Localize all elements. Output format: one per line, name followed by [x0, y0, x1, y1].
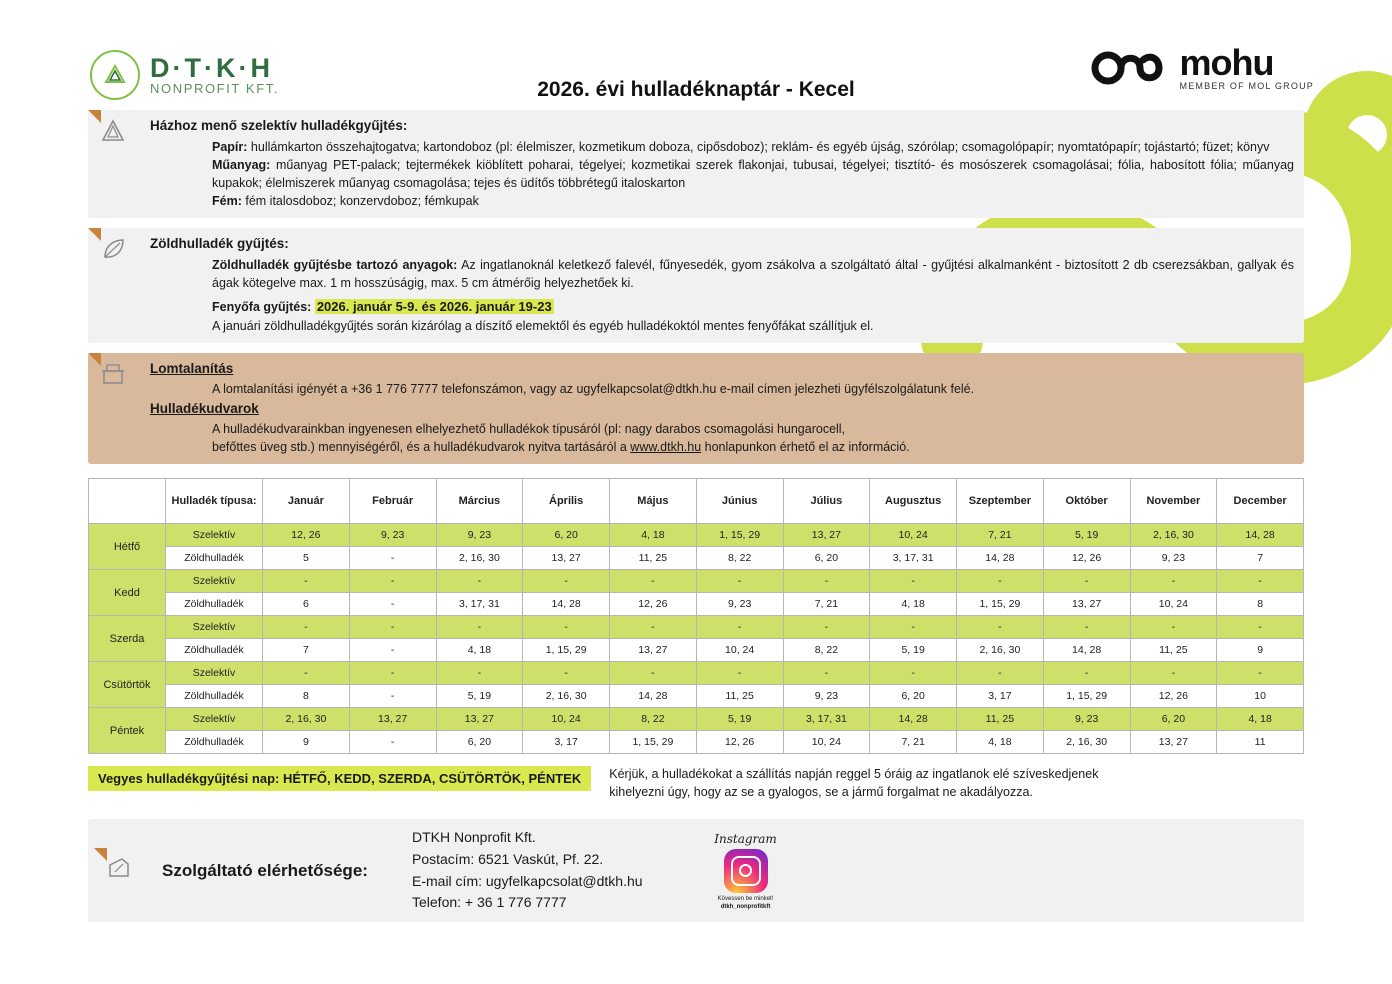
green-waste-block [88, 228, 1304, 343]
cell: - [436, 616, 523, 639]
col-header-june: Június [696, 479, 783, 524]
footer-notes [88, 766, 1304, 801]
table-row [89, 731, 1304, 754]
cell: 14, 28 [610, 685, 697, 708]
cell: - [1217, 662, 1304, 685]
waste-yard-text-line1: A hulladékudvarainkban ingyenesen elhelyezhető hulladékok típusáról (pl: nagy darabos csomagolási hungarocell, [212, 422, 846, 437]
cell: 5, 19 [1043, 524, 1130, 547]
bulky-waste-icon [88, 353, 144, 399]
cell: - [783, 662, 870, 685]
cell: 9, 23 [436, 524, 523, 547]
cell: - [1217, 570, 1304, 593]
waste-calendar [88, 478, 1304, 754]
contact-company: DTKH Nonprofit Kft. [412, 829, 536, 846]
cell: - [263, 662, 350, 685]
cell: 12, 26 [696, 731, 783, 754]
cell: 11, 25 [1130, 639, 1217, 662]
cell: 14, 28 [1217, 524, 1304, 547]
cell: 4, 18 [870, 593, 957, 616]
cell: 5, 19 [870, 639, 957, 662]
type-selective: Szelektív [166, 662, 263, 685]
cell: 2, 16, 30 [1130, 524, 1217, 547]
col-header-march: Március [436, 479, 523, 524]
cell: 3, 17 [523, 731, 610, 754]
cell: 10, 24 [870, 524, 957, 547]
table-row [89, 547, 1304, 570]
calendar-table [88, 478, 1304, 754]
cell: 7, 21 [783, 593, 870, 616]
cell: - [783, 570, 870, 593]
cell: 1, 15, 29 [957, 593, 1044, 616]
cell: 14, 28 [957, 547, 1044, 570]
selective-collection-block [88, 110, 1304, 218]
cell: 3, 17 [957, 685, 1044, 708]
type-green: Zöldhulladék [166, 547, 263, 570]
cell: 4, 18 [957, 731, 1044, 754]
bulky-waste-body [150, 353, 1304, 465]
table-row [89, 524, 1304, 547]
plastic-label: Műanyag: [212, 157, 271, 172]
mohu-logo-name: mohu [1179, 42, 1274, 83]
cell: 5, 19 [696, 708, 783, 731]
metal-label: Fém: [212, 193, 242, 208]
cell: - [1130, 570, 1217, 593]
cell: - [1130, 662, 1217, 685]
recycle-icon [88, 110, 144, 156]
cell: 2, 16, 30 [436, 547, 523, 570]
col-header-may: Május [610, 479, 697, 524]
dtkh-logo-subtitle: NONPROFIT KFT. [150, 81, 280, 97]
placement-instructions-line2: kihelyezni úgy, hogy az se a gyalogos, se a jármű forgalmat ne akadályozza. [609, 784, 1033, 799]
pine-collection-text: A januári zöldhulladékgyűjtés során kizárólag a díszítő elemektől és egyéb hulladékoktól mentes fenyőfákat szállítjuk el. [212, 318, 874, 333]
cell: 4, 18 [436, 639, 523, 662]
mohu-loop-icon [1088, 45, 1166, 91]
cell: - [349, 639, 436, 662]
instagram-block[interactable] [691, 832, 801, 910]
cell: - [696, 616, 783, 639]
table-row [89, 708, 1304, 731]
cell: 13, 27 [1130, 731, 1217, 754]
cell: - [1130, 616, 1217, 639]
cell: 3, 17, 31 [870, 547, 957, 570]
pine-collection-label: Fenyőfa gyűjtés: [212, 299, 312, 314]
placement-instructions [609, 766, 1304, 801]
cell: 10, 24 [696, 639, 783, 662]
cell: 13, 27 [349, 708, 436, 731]
col-header-day [89, 479, 166, 524]
plastic-text: műanyag PET-palack; tejtermékek kiöblített poharai, tégelyei; kozmetikai szerek flakonjai, tubusai, tégelyei; tisztító- és mosószerek csomagolásai; fólia, habosított fólia; műanyag kupakok; élelmiszerek műanyag csomagolása; tejes és üdítős többrétegű italoskarton [212, 157, 1294, 190]
cell: 8, 22 [696, 547, 783, 570]
cell: 9, 23 [696, 593, 783, 616]
cell: - [523, 570, 610, 593]
contact-title: Szolgáltató elérhetősége: [162, 860, 368, 880]
type-selective: Szelektív [166, 570, 263, 593]
day-label-wednesday: Szerda [89, 616, 166, 662]
cell: - [610, 570, 697, 593]
cell: 5, 19 [436, 685, 523, 708]
cell: - [957, 570, 1044, 593]
type-green: Zöldhulladék [166, 593, 263, 616]
metal-text: fém italosdoboz; konzervdoboz; fémkupak [245, 193, 479, 208]
mixed-collection-day: Vegyes hulladékgyűjtési nap: HÉTFŐ, KEDD, SZERDA, CSÜTÖRTÖK, PÉNTEK [88, 766, 591, 791]
cell: 6, 20 [523, 524, 610, 547]
cell: 10, 24 [523, 708, 610, 731]
selective-heading: Házhoz menő szelektív hulladékgyűjtés: [150, 118, 408, 133]
day-label-monday: Hétfő [89, 524, 166, 570]
page-title: 2026. évi hulladéknaptár - Kecel [537, 78, 855, 101]
dtkh-website-link[interactable]: www.dtkh.hu [630, 440, 702, 455]
leaf-icon [88, 228, 144, 274]
cell: - [783, 616, 870, 639]
cell: - [349, 685, 436, 708]
col-header-october: Október [1043, 479, 1130, 524]
type-green: Zöldhulladék [166, 731, 263, 754]
cell: - [523, 616, 610, 639]
cell: 7 [1217, 547, 1304, 570]
cell: 10, 24 [783, 731, 870, 754]
cell: 13, 27 [436, 708, 523, 731]
cell: 6 [263, 593, 350, 616]
cell: 9, 23 [1043, 708, 1130, 731]
type-selective: Szelektív [166, 524, 263, 547]
cell: 11, 25 [696, 685, 783, 708]
cell: 9, 23 [783, 685, 870, 708]
cell: - [349, 731, 436, 754]
day-label-friday: Péntek [89, 708, 166, 754]
cell: 6, 20 [783, 547, 870, 570]
instagram-handle: dtkh_nonprofitkft [720, 903, 771, 910]
cell: 9 [263, 731, 350, 754]
cell: 1, 15, 29 [523, 639, 610, 662]
cell: 5 [263, 547, 350, 570]
contact-phone: Telefon: + 36 1 776 7777 [412, 894, 567, 911]
cell: 7, 21 [870, 731, 957, 754]
bulky-waste-block [88, 353, 1304, 465]
instagram-wordmark: Instagram [714, 831, 777, 846]
type-selective: Szelektív [166, 708, 263, 731]
cell: - [349, 570, 436, 593]
waste-yard-text-line3: honlapunkon érhető el az információ. [701, 440, 910, 455]
table-row [89, 685, 1304, 708]
col-header-november: November [1130, 479, 1217, 524]
col-header-january: Január [263, 479, 350, 524]
cell: - [263, 616, 350, 639]
col-header-september: Szeptember [957, 479, 1044, 524]
cell: 8 [263, 685, 350, 708]
cell: - [1043, 662, 1130, 685]
cell: 1, 15, 29 [1043, 685, 1130, 708]
cell: - [870, 662, 957, 685]
cell: 12, 26 [263, 524, 350, 547]
cell: 13, 27 [1043, 593, 1130, 616]
bulky-text: A lomtalanítási igényét a +36 1 776 7777 telefonszámon, vagy az ugyfelkapcsolat@dtkh.hu e-mail címen jelezheti ügyfélszolgálatunk felé. [212, 382, 975, 397]
mohu-logo-member: MEMBER OF MOL GROUP [1179, 80, 1314, 91]
cell: 12, 26 [1043, 547, 1130, 570]
cell: 6, 20 [1130, 708, 1217, 731]
cell: - [436, 570, 523, 593]
cell: 9 [1217, 639, 1304, 662]
cell: - [436, 662, 523, 685]
col-header-december: December [1217, 479, 1304, 524]
col-header-august: Augusztus [870, 479, 957, 524]
cell: 1, 15, 29 [610, 731, 697, 754]
cell: 11, 25 [957, 708, 1044, 731]
day-label-thursday: Csütörtök [89, 662, 166, 708]
table-row [89, 593, 1304, 616]
placement-instructions-line1: Kérjük, a hulladékokat a szállítás napján reggel 5 óráig az ingatlanok elé szíveskedjenek [609, 767, 1099, 782]
cell: 11, 25 [610, 547, 697, 570]
waste-yard-text-line2: befőttes üveg stb.) mennyiségéről, és a hulladékudvarok nyitva tartásáról a [212, 440, 631, 455]
cell: - [349, 662, 436, 685]
day-label-tuesday: Kedd [89, 570, 166, 616]
cell: 14, 28 [1043, 639, 1130, 662]
type-selective: Szelektív [166, 616, 263, 639]
table-row [89, 616, 1304, 639]
cell: - [263, 570, 350, 593]
cell: 3, 17, 31 [436, 593, 523, 616]
type-green: Zöldhulladék [166, 685, 263, 708]
cell: 8, 22 [610, 708, 697, 731]
instagram-caption: Kövessen be minket! [717, 895, 774, 902]
col-header-april: Április [523, 479, 610, 524]
cell: 12, 26 [610, 593, 697, 616]
cell: - [610, 662, 697, 685]
cell: 14, 28 [523, 593, 610, 616]
instagram-icon[interactable] [724, 849, 768, 893]
pine-collection-dates: 2026. január 5-9. és 2026. január 19-23 [316, 298, 552, 314]
bulky-heading: Lomtalanítás [150, 360, 234, 376]
waste-yard-heading: Hulladékudvarok [150, 400, 259, 416]
cell: 2, 16, 30 [1043, 731, 1130, 754]
cell: - [1043, 616, 1130, 639]
cell: 10 [1217, 685, 1304, 708]
cell: 9, 23 [349, 524, 436, 547]
cell: - [610, 616, 697, 639]
table-row [89, 639, 1304, 662]
selective-collection-body [150, 110, 1304, 218]
contact-icon [94, 848, 150, 894]
green-materials-text: Az ingatlanoknál keletkező falevél, fűnyesedék, gyom zsákolva a szolgáltató által - gyűjtési alkalmanként - biztosított 2 db cserezsákban, gallyak és ágak kötegelve max. 1 m hosszúságig, max. 5 cm átmérőig helyezhetőek ki. [212, 257, 1294, 290]
type-green: Zöldhulladék [166, 639, 263, 662]
col-header-type: Hulladék típusa: [166, 479, 263, 524]
cell: 1, 15, 29 [696, 524, 783, 547]
cell: 13, 27 [523, 547, 610, 570]
cell: 8, 22 [783, 639, 870, 662]
cell: 6, 20 [436, 731, 523, 754]
contact-email[interactable]: E-mail cím: ugyfelkapcsolat@dtkh.hu [412, 872, 643, 889]
cell: - [349, 547, 436, 570]
cell: - [870, 570, 957, 593]
cell: 14, 28 [870, 708, 957, 731]
page-header [0, 0, 1392, 110]
cell: - [523, 662, 610, 685]
cell: - [1043, 570, 1130, 593]
green-materials-label: Zöldhulladék gyűjtésbe tartozó anyagok: [212, 257, 458, 272]
green-waste-heading: Zöldhulladék gyűjtés: [150, 236, 289, 252]
contact-details [412, 827, 643, 914]
paper-text: hullámkarton összehajtogatva; kartondoboz (pl: élelmiszer, kozmetikum doboza, cipősdoboz); reklám- és egyéb újság, szórólap; csomagolópapír; nyomtatópapír; tojástartó; füzet; könyv [250, 139, 1270, 154]
cell: 2, 16, 30 [957, 639, 1044, 662]
contact-address: Postacím: 6521 Vaskút, Pf. 22. [412, 851, 604, 868]
cell: - [696, 662, 783, 685]
cell: 2, 16, 30 [263, 708, 350, 731]
cell: 8 [1217, 593, 1304, 616]
cell: 7, 21 [957, 524, 1044, 547]
calendar-header-row [89, 479, 1304, 524]
cell: - [957, 662, 1044, 685]
col-header-february: Február [349, 479, 436, 524]
cell: 4, 18 [1217, 708, 1304, 731]
paper-label: Papír: [212, 139, 248, 154]
cell: 10, 24 [1130, 593, 1217, 616]
cell: - [1217, 616, 1304, 639]
cell: 12, 26 [1130, 685, 1217, 708]
cell: - [957, 616, 1044, 639]
cell: 9, 23 [1130, 547, 1217, 570]
cell: 6, 20 [870, 685, 957, 708]
green-waste-body [150, 228, 1304, 343]
cell: - [349, 616, 436, 639]
cell: - [870, 616, 957, 639]
contact-block [88, 819, 1304, 922]
col-header-july: Július [783, 479, 870, 524]
cell: - [349, 593, 436, 616]
cell: 3, 17, 31 [783, 708, 870, 731]
cell: 7 [263, 639, 350, 662]
cell: - [696, 570, 783, 593]
cell: 13, 27 [783, 524, 870, 547]
table-row [89, 570, 1304, 593]
cell: 2, 16, 30 [523, 685, 610, 708]
mohu-logo [1088, 44, 1314, 91]
cell: 4, 18 [610, 524, 697, 547]
dtkh-logo-name: D·T·K·H [150, 53, 273, 83]
cell: 13, 27 [610, 639, 697, 662]
table-row [89, 662, 1304, 685]
cell: 11 [1217, 731, 1304, 754]
